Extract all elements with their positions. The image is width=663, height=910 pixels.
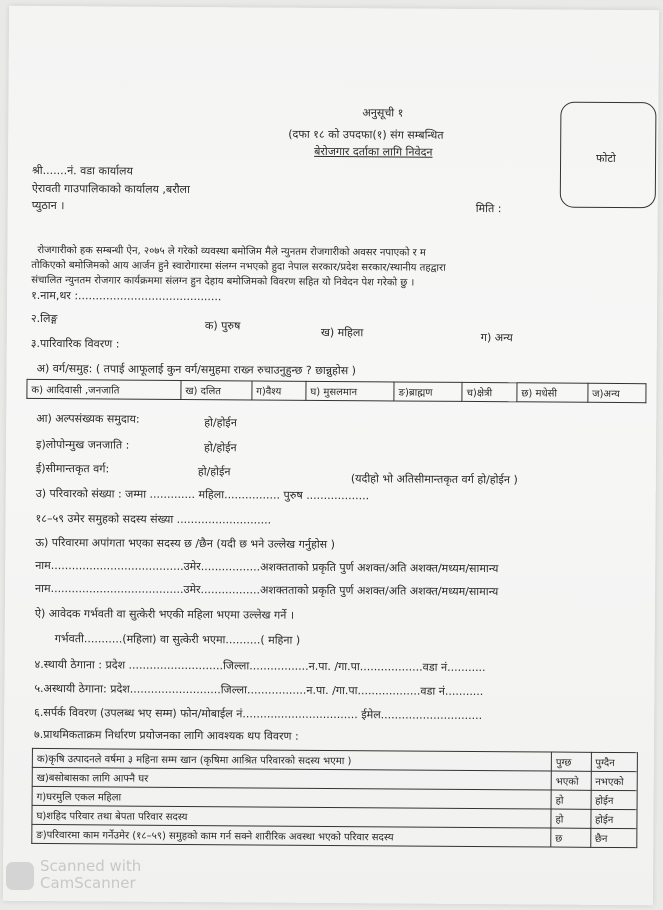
priority-item: क)कृषि उत्पादनले वर्षमा ३ महिना सम्म खान (कृषिमा आश्रित परिवारको सदस्य भएमा ) xyxy=(32,748,551,771)
caste-option: च)क्षेत्री xyxy=(462,382,517,401)
priority-yes: हो xyxy=(551,809,591,828)
family-details-heading: ३.पारिवारिक विवरण : xyxy=(30,336,120,351)
priority-table xyxy=(31,748,638,848)
priority-yes: छ xyxy=(551,828,591,847)
caste-option: ग)वैश्य xyxy=(252,381,306,400)
gender-label: २.लिङ्ग xyxy=(30,311,58,326)
marginalized-note: (यदीहो भो अतिसीमान्तकृत वर्ग हो/होईन ) xyxy=(350,472,518,487)
caste-option: छ) मधेसी xyxy=(517,383,588,402)
disability-row: नाम......................................उमेर.................अशक्तताको प्रकृति पुर्ण अशक्त/अति अशक्त/मध्यम/सामान्य xyxy=(35,581,499,599)
schedule-label: अनुसूची १ xyxy=(362,106,404,120)
priority-heading: ७.प्राथमिकताक्रम निर्धारण प्रयोजनका लागि आवश्यक थप विवरण : xyxy=(34,727,299,743)
section-reference: (दफा १८ को उपदफा(१) संग सम्बन्धित xyxy=(288,127,444,142)
pregnancy-question: ऐ) आवेदक गर्भवती वा सुत्केरी भएकी महिला भएमा उल्लेख गर्ने । xyxy=(34,606,295,622)
form-title: बेरोजगार दर्ताका लागि निवेदन xyxy=(314,144,433,159)
gender-option-male: क) पुरुष xyxy=(204,319,241,333)
pregnancy-line: गर्भवती...........(महिला) वा सुत्केरी भएमा..........( महिना ) xyxy=(54,632,301,647)
priority-item: ग)घरमुलि एकल महिला xyxy=(32,786,551,809)
contact-details: ६.सर्पर्क विवरण (उपलब्ध भए सम्म) फोन/मोबाईल नं................................. ईमेल............................. xyxy=(34,705,483,723)
intro-line-1: रोजगारीको हक सम्बन्धी ऐन, २०७५ ले गरेको व्यवस्था बमोजिम मैले न्युनतम रोजगारीको अवसर नपाएको र म xyxy=(37,244,426,259)
priority-item: ङ)परिवारमा काम गर्नेउमेर (१८–५९) समुहको काम गर्न सक्ने शारीरिक अवस्था भएको परिवार सदस्य xyxy=(32,824,551,847)
caste-prompt: अ) वर्ग/समुह: ( तपाई आफूलाई कुन वर्ग/समुहमा राख्न रुचाउनुहुन्छ ? छान्नुहोस ) xyxy=(36,361,357,378)
priority-yes: भएको xyxy=(551,771,591,790)
date-label: मिति : xyxy=(475,202,502,216)
table-row xyxy=(32,824,637,847)
disability-row: नाम......................................उमेर.................अशक्तताको प्रकृति पुर्ण अशक्त/अति अशक्त/मध्यम/सामान्य xyxy=(35,558,499,576)
caste-option: ङ)ब्राह्मण xyxy=(394,382,462,401)
addressee-line-3: प्युठान । xyxy=(31,198,65,213)
working-age-count: १८–५९ उमेर समुहको सदस्य संख्या ........................... xyxy=(35,511,272,527)
priority-no: पुग्दैन xyxy=(591,752,638,771)
name-field: १.नाम,थर :......................................... xyxy=(31,288,222,304)
application-form-page xyxy=(3,6,659,906)
marginalized-value: हो/होईन xyxy=(197,465,231,479)
temporary-address: ५.अस्थायी ठेगाना: प्रदेश..........................जिल्ला.................न.पा. /गा.पा..................वडा नं........... xyxy=(34,681,484,699)
watermark-line-1: Scanned with xyxy=(40,857,142,875)
minority-label: आ) अल्पसंख्यक समुदाय: xyxy=(36,411,140,426)
caste-option: घ) मुसलमान xyxy=(306,381,394,401)
priority-item: घ)शहिद परिवार तथा बेपता परिवार सदस्य xyxy=(32,805,551,828)
gender-option-female: ख) महिला xyxy=(320,325,364,340)
addressee-line-2: ऐरावती गाउपालिकाको कार्यालय ,बरौला xyxy=(31,181,190,197)
priority-no: होईन xyxy=(590,809,637,828)
family-count: उ) परिवारको संख्या : जम्मा ............. महिला................ पुरुष .................. xyxy=(35,486,370,503)
camscanner-logo-icon xyxy=(6,862,34,890)
caste-options-table xyxy=(26,379,646,403)
priority-no: छैन xyxy=(590,828,637,847)
marginalized-label: ई)सीमान्तकृत वर्ग: xyxy=(35,461,110,476)
gender-option-other: ग) अन्य xyxy=(480,331,513,345)
endangered-label: इ)लोपोन्मुख जनजाति : xyxy=(36,437,130,452)
intro-line-2: तोकिएको बमोजिमको आय आर्जन हुने स्वारोगारमा संलग्न नभएको हुदा नेपाल सरकार/प्रदेश सरकार/स्थानीय तहद्वारा xyxy=(31,259,446,274)
caste-option: ज)अन्य xyxy=(588,383,646,402)
scanner-watermark xyxy=(40,858,141,892)
priority-yes: पुग्छ xyxy=(551,752,591,771)
endangered-value: हो/होईन xyxy=(204,441,237,455)
watermark-line-2: CamScanner xyxy=(40,874,136,892)
priority-yes: हो xyxy=(551,790,591,809)
caste-option: क) आदिवासी ,जनजाति xyxy=(27,379,181,399)
minority-value: हो/होईन xyxy=(204,416,237,430)
intro-line-3: संचालित न्युनतम रोजगार कार्यक्रममा संलग्न हुन देहाय बमोजिमको विवरण सहित यो निवेदन पेश गरेको छु । xyxy=(31,274,415,289)
priority-item: ख)बसोबासका लागि आफ्नै घर xyxy=(32,767,551,790)
permanent-address: ४.स्थायी ठेगाना : प्रदेश ...........................जिल्ला.................न.पा. /गा.पा..................वडा नं........... xyxy=(34,657,486,675)
photo-label: फोटो xyxy=(596,151,616,165)
priority-no: होईन xyxy=(591,790,638,809)
addressee-line-1: श्री.......नं. वडा कार्यालय xyxy=(31,163,133,178)
disability-question: ऊ) परिवारमा अपांगता भएका सदस्य छ /छैन (यदी छ भने उल्लेख गर्नुहोस ) xyxy=(35,535,335,552)
caste-option: ख) दलित xyxy=(181,380,252,399)
priority-no: नभएको xyxy=(591,771,638,790)
